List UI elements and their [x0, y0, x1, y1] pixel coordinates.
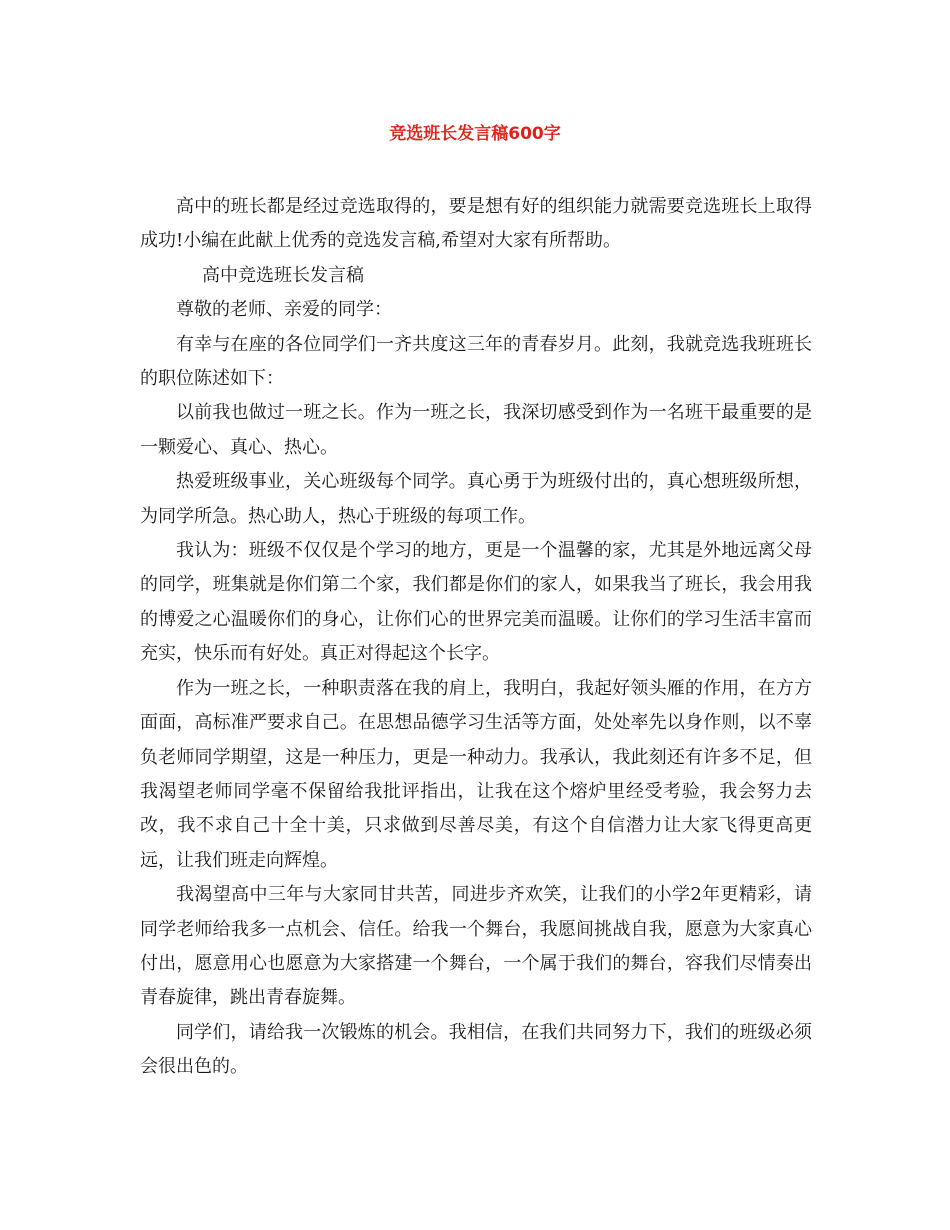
- body-paragraph: 有幸与在座的各位同学们一齐共度这三年的青春岁月。此刻，我就竞选我班班长的职位陈述如下：: [140, 333, 812, 390]
- intro-paragraph: 高中的班长都是经过竞选取得的，要是想有好的组织能力就需要竞选班长上取得成功!小编在此献上优秀的竞选发言稿,希望对大家有所帮助。: [140, 196, 812, 252]
- salutation: 尊敬的老师、亲爱的同学：: [176, 299, 392, 321]
- body-paragraph: 热爱班级事业，关心班级每个同学。真心勇于为班级付出的，真心想班级所想，为同学所急。热心助人，热心于班级的每项工作。: [140, 471, 812, 527]
- body-paragraph: 我认为：班级不仅仅是个学习的地方，更是一个温馨的家，尤其是外地远离父母的同学，班集就是你们第二个家，我们都是你们的家人，如果我当了班长，我会用我的博爱之心温暖你们的身心，让你们心的世界完美而温暖。让你们的学习生活丰富而充实，快乐而有好处。真正对得起这个长字。: [140, 540, 812, 665]
- document-body: [140, 190, 812, 1085]
- body-paragraph: 作为一班之长，一种职责落在我的肩上，我明白，我起好领头雁的作用，在方方面面，高标准严要求自己。在思想品德学习生活等方面，处处率先以身作则，以不辜负老师同学期望，这是一种压力，更是一种动力。我承认，我此刻还有许多不足，但我渴望老师同学毫不保留给我批评指出，让我在这个熔炉里经受考验，我会努力去改，我不求自己十全十美，只求做到尽善尽美，有这个自信潜力让大家飞得更高更远，让我们班走向辉煌。: [140, 677, 812, 871]
- closing-paragraph: 同学们，请给我一次锻炼的机会。我相信，在我们共同努力下，我们的班级必须会很出色的。: [140, 1021, 812, 1078]
- body-paragraph: 我渴望高中三年与大家同甘共苦，同进步齐欢笑，让我们的小学2年更精彩，请同学老师给我多一点机会、信任。给我一个舞台，我愿间挑战自我，愿意为大家真心付出，愿意用心也愿意为大家搭建一个舞台，一个属于我们的舞台，容我们尽情奏出青春旋律，跳出青春旋舞。: [140, 884, 812, 1009]
- section-heading: 高中竞选班长发言稿: [202, 264, 364, 286]
- document-title: 竞选班长发言稿600字: [389, 124, 561, 144]
- body-paragraph: 以前我也做过一班之长。作为一班之长，我深切感受到作为一名班干最重要的是一颗爱心、真心、热心。: [140, 402, 812, 458]
